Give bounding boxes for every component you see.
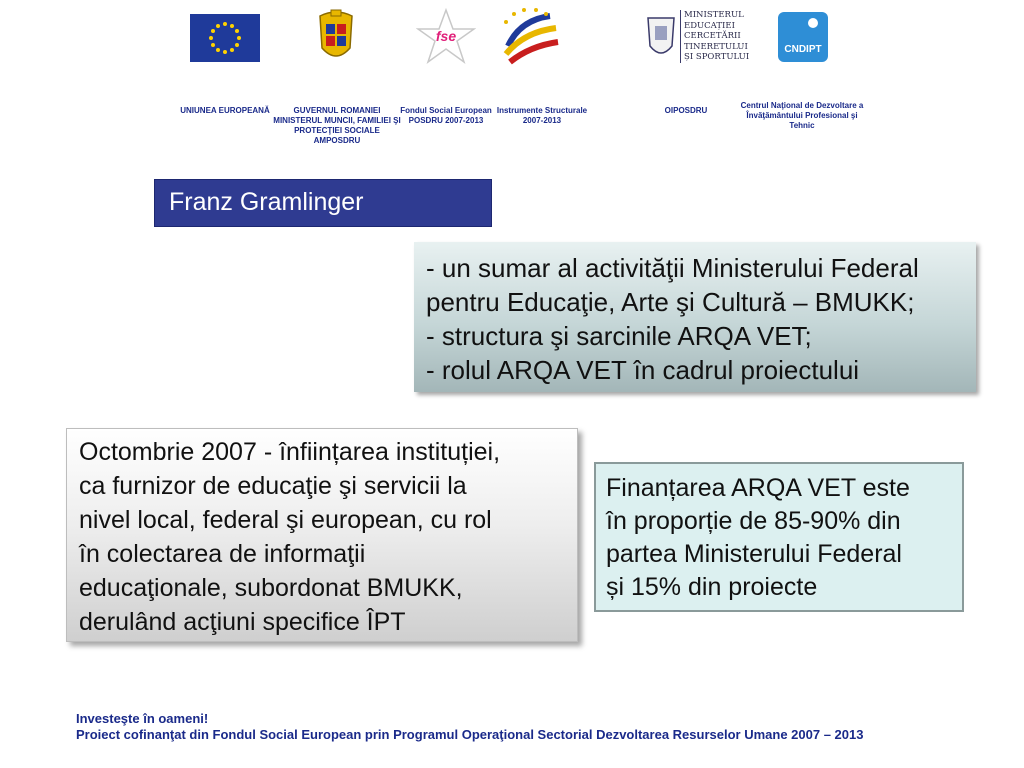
fse-caption-line: Fondul Social European [400,106,492,115]
gov-caption-line: GUVERNUL ROMANIEI [293,106,381,115]
ministry-name-line: CERCETĂRII [684,31,741,41]
fse-mark: fse [435,28,457,44]
funding-line: partea Ministerului Federal [606,540,902,568]
topic-line: - structura şi sarcinile ARQA VET; [426,321,812,351]
footer-slogan: Investeşte în oameni! [76,711,209,726]
cndipt-logo [778,12,828,62]
cndipt-caption-line: Tehnic [789,121,815,130]
is-caption-line: 2007-2013 [522,116,562,125]
history-box [66,428,578,642]
funding-line: Finanțarea ARQA VET este [606,474,910,502]
oiposdru-caption: OIPOSDRU [664,106,708,115]
history-line: în colectarea de informaţii [79,540,366,568]
eu-flag-logo [190,14,260,62]
topic-line: - rolul ARQA VET în cadrul proiectului [426,355,860,385]
ministry-name-line: ȘI SPORTULUI [684,52,750,62]
history-line: educaţionale, subordonat BMUKK, [79,574,463,602]
history-line: Octombrie 2007 - înființarea instituției, [79,438,501,466]
presenter-name: Franz Gramlinger [169,188,364,216]
history-line: ca furnizor de educaţie şi servicii la [79,472,467,500]
topic-line: pentru Educaţie, Arte şi Cultură – BMUKK; [426,287,915,317]
funding-line: în proporție de 85-90% din [606,507,901,535]
ministry-logo [644,10,750,66]
fse-caption-line: POSDRU 2007-2013 [408,116,484,125]
history-line: nivel local, federal şi european, cu rol [79,506,492,534]
ministry-name-line: MINISTERUL [684,10,744,20]
gov-caption-line: MINISTERUL MUNCII, FAMILIEI ŞI [273,116,401,125]
eu-caption: UNIUNEA EUROPEANĂ [180,106,270,115]
cndipt-caption-line: Centrul Naţional de Dezvoltare a [740,101,864,110]
topics-box [414,242,976,392]
funding-box [594,462,964,612]
footer [76,711,863,743]
ministry-name-line: EDUCAȚIEI [684,20,735,31]
cndipt-caption [740,101,864,131]
presenter-name-box [154,179,492,227]
gov-caption [272,106,402,146]
fse-caption [400,106,492,126]
fse-logo [416,8,476,66]
history-line: derulând acţiuni specifice ÎPT [79,608,406,636]
cndipt-caption-line: Învăţământului Profesional şi [746,111,858,120]
instrumente-structurale-logo [500,6,564,68]
is-caption-line: Instrumente Structurale [496,106,588,115]
gov-caption-line: PROTECŢIEI SOCIALE [294,126,380,135]
topic-line: - un sumar al activităţii Ministerului Federal [426,253,919,283]
coat-of-arms-logo [314,8,358,66]
is-caption [494,106,590,126]
funding-line: și 15% din proiecte [606,573,818,601]
cndipt-mark: CNDIPT [784,44,822,55]
ministry-name-line: TINERETULUI [684,41,748,52]
footer-cofinancing: Proiect cofinanţat din Fondul Social European prin Programul Operaţional Sectorial Dezvoltarea Resurselor Umane 2007 – 2013 [76,727,864,742]
gov-caption-line: AMPOSDRU [313,136,361,145]
